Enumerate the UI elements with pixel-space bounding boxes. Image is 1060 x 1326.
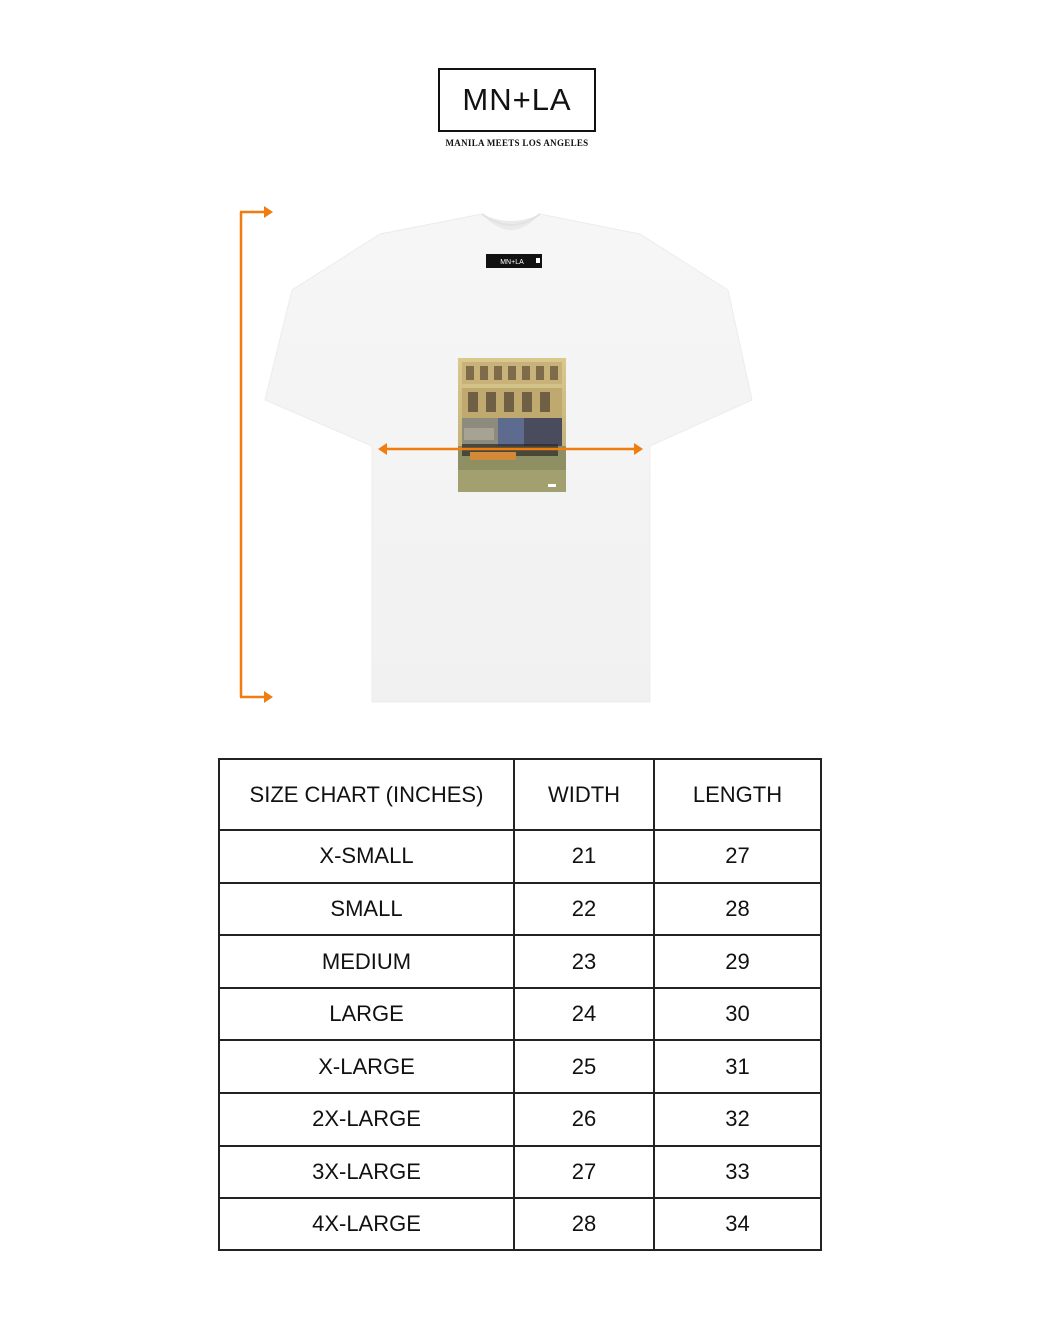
size-cell: X-SMALL bbox=[220, 830, 514, 883]
size-cell: 3X-LARGE bbox=[220, 1146, 514, 1199]
table-row bbox=[220, 935, 820, 988]
neck-label-text: MN+LA bbox=[500, 259, 524, 266]
table-header-row bbox=[220, 760, 820, 830]
brand-tagline: MANILA MEETS LOS ANGELES bbox=[445, 138, 589, 148]
table-row bbox=[220, 1040, 820, 1093]
header-length: LENGTH bbox=[654, 760, 820, 830]
size-cell: SMALL bbox=[220, 883, 514, 936]
length-measure-arrow bbox=[240, 206, 273, 703]
table-row bbox=[220, 883, 820, 936]
length-cell: 29 bbox=[654, 935, 820, 988]
size-cell: LARGE bbox=[220, 988, 514, 1041]
table-row bbox=[220, 988, 820, 1041]
size-cell: X-LARGE bbox=[220, 1040, 514, 1093]
size-cell: MEDIUM bbox=[220, 935, 514, 988]
length-cell: 27 bbox=[654, 830, 820, 883]
length-cell: 32 bbox=[654, 1093, 820, 1146]
table-row bbox=[220, 1093, 820, 1146]
width-cell: 23 bbox=[514, 935, 654, 988]
width-cell: 21 bbox=[514, 830, 654, 883]
header-width: WIDTH bbox=[514, 760, 654, 830]
width-cell: 24 bbox=[514, 988, 654, 1041]
size-cell: 4X-LARGE bbox=[220, 1198, 514, 1249]
width-cell: 27 bbox=[514, 1146, 654, 1199]
print-graphic bbox=[458, 358, 566, 492]
width-cell: 28 bbox=[514, 1198, 654, 1249]
length-cell: 31 bbox=[654, 1040, 820, 1093]
length-cell: 33 bbox=[654, 1146, 820, 1199]
length-cell: 28 bbox=[654, 883, 820, 936]
table-row bbox=[220, 1146, 820, 1199]
length-cell: 30 bbox=[654, 988, 820, 1041]
width-cell: 26 bbox=[514, 1093, 654, 1146]
width-cell: 25 bbox=[514, 1040, 654, 1093]
length-cell: 34 bbox=[654, 1198, 820, 1249]
width-cell: 22 bbox=[514, 883, 654, 936]
table-row bbox=[220, 830, 820, 883]
size-cell: 2X-LARGE bbox=[220, 1093, 514, 1146]
size-chart-table bbox=[218, 758, 822, 1251]
neck-label bbox=[486, 254, 542, 268]
table-row bbox=[220, 1198, 820, 1249]
logo-text: MN+LA bbox=[462, 82, 572, 117]
header-size-chart: SIZE CHART (INCHES) bbox=[220, 760, 514, 830]
